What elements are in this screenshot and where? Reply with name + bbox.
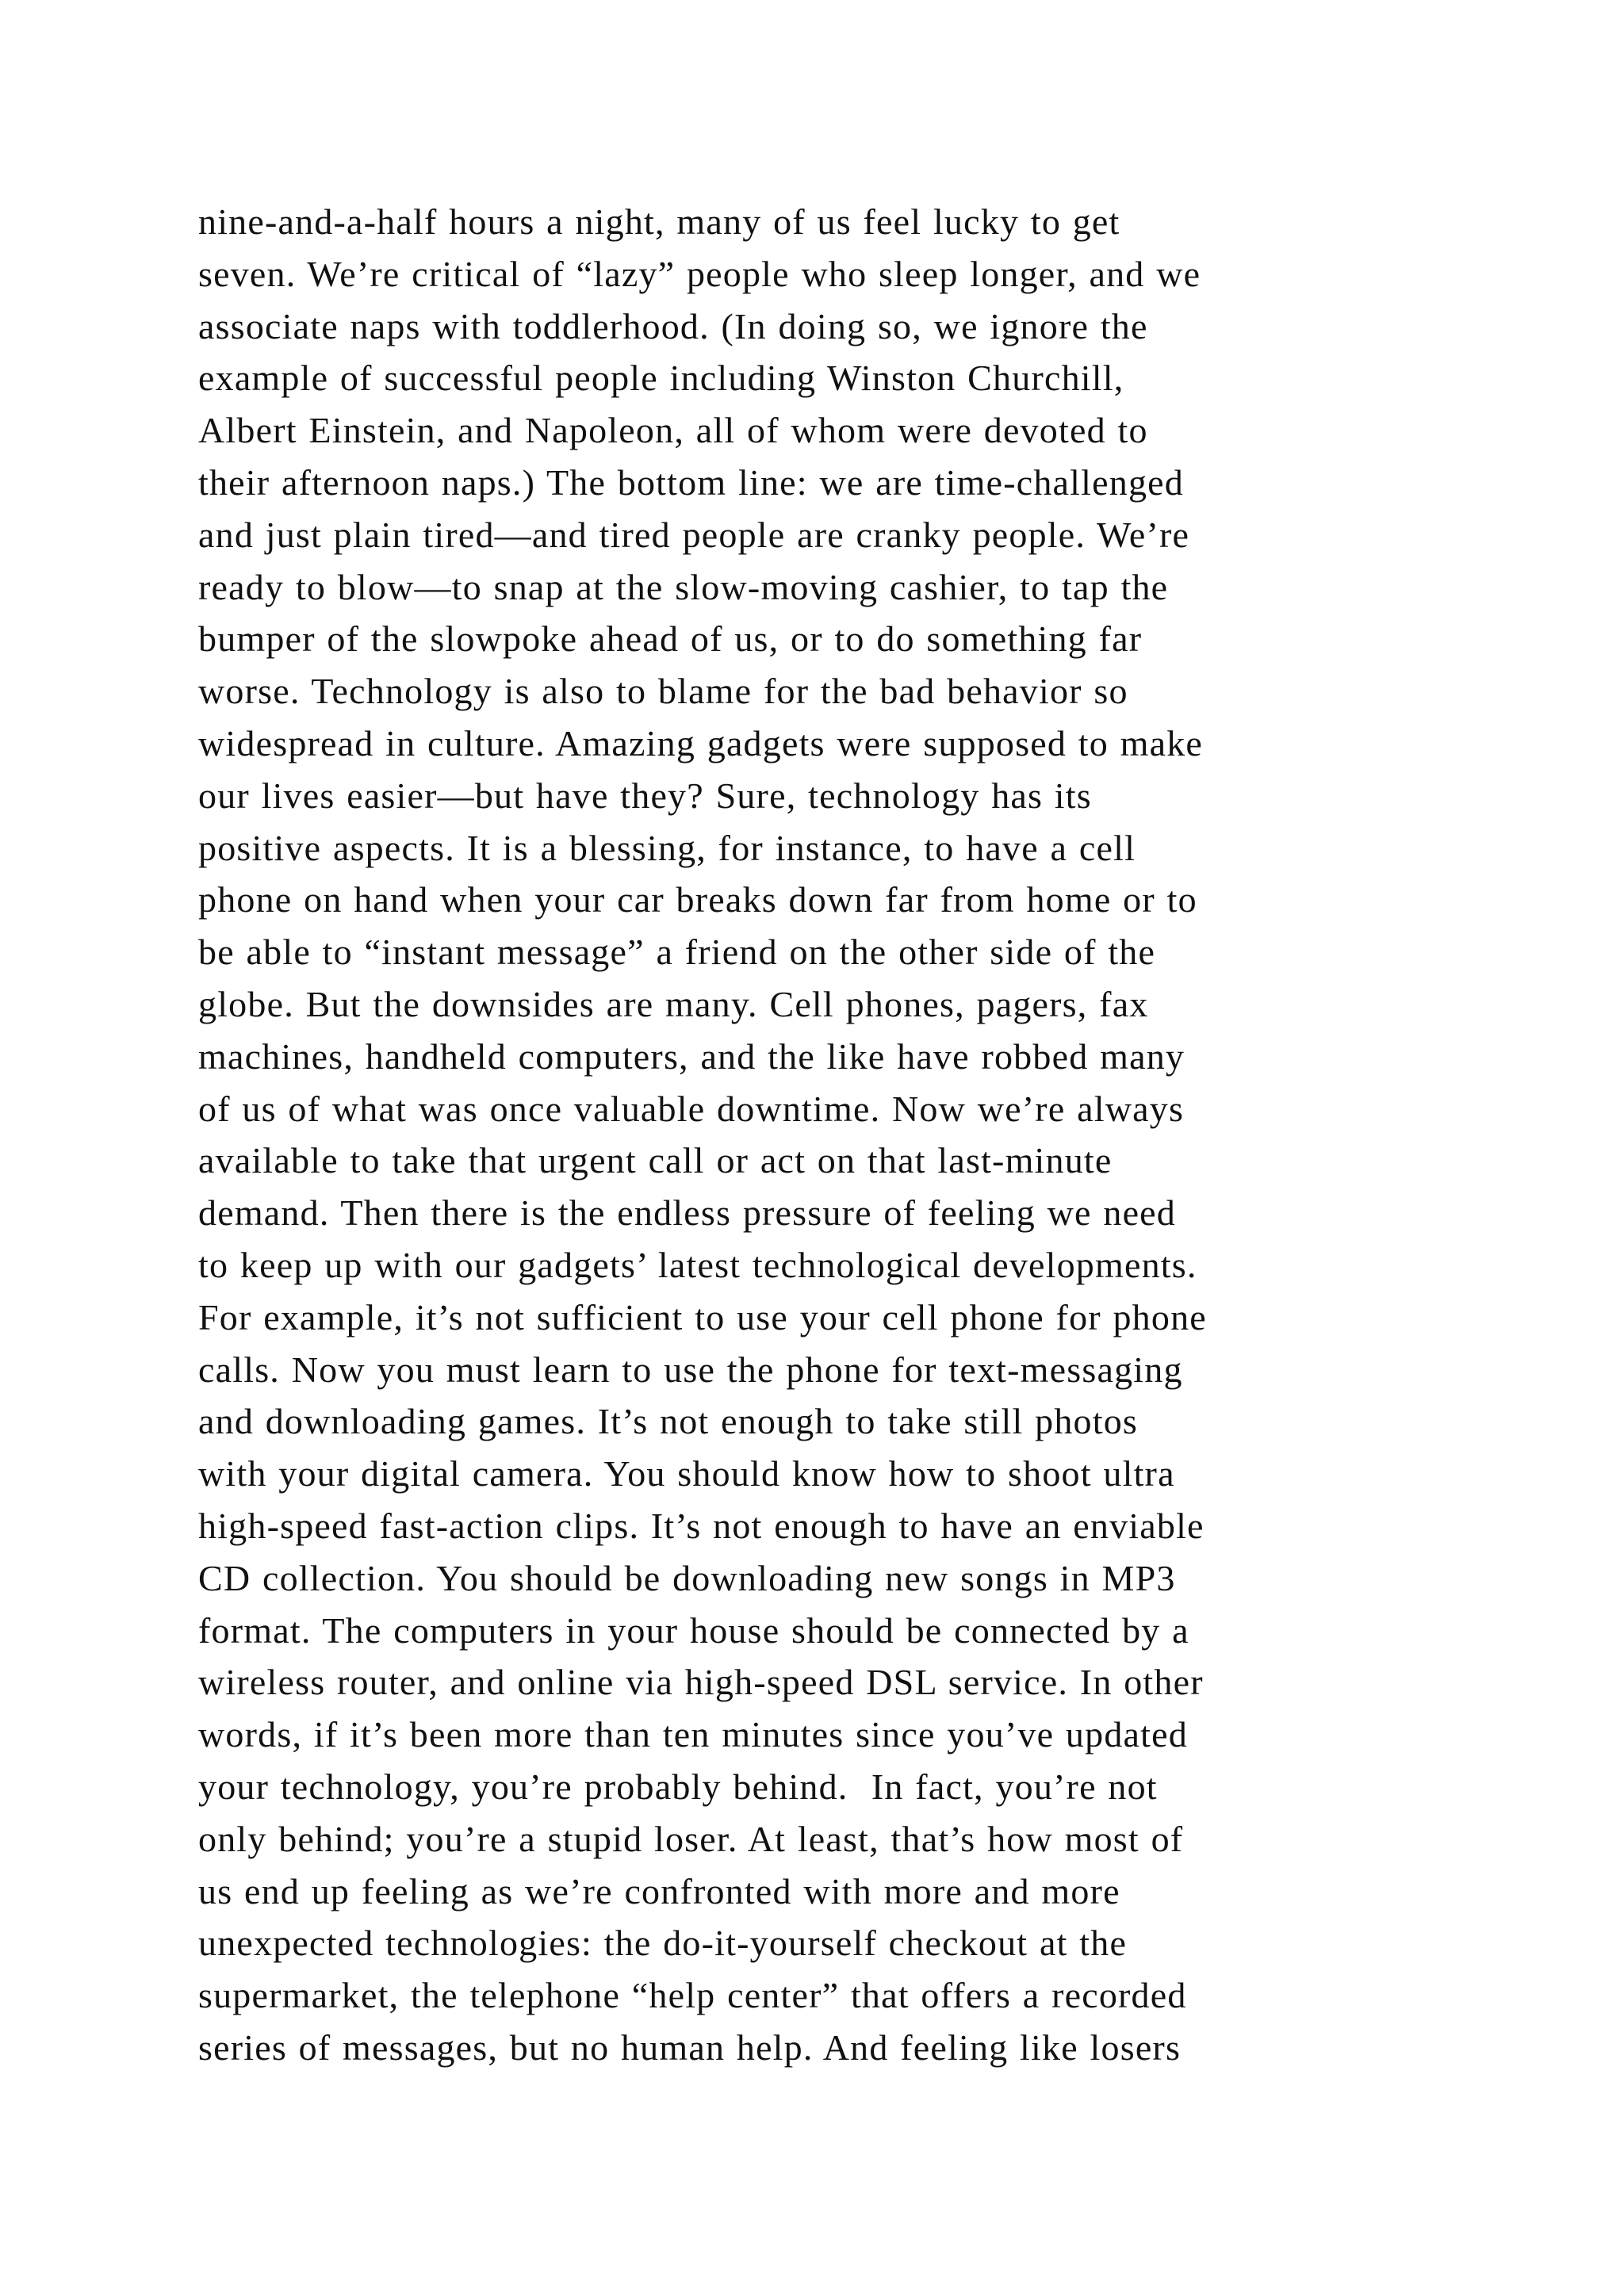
text-line: positive aspects. It is a blessing, for instance, to have a cell bbox=[198, 827, 1136, 868]
text-line: available to take that urgent call or act on that last-minute bbox=[198, 1140, 1113, 1181]
text-line: associate naps with toddlerhood. (In doing so, we ignore the bbox=[198, 305, 1148, 346]
text-line: machines, handheld computers, and the like have robbed many bbox=[198, 1035, 1185, 1077]
text-line: For example, it’s not sufficient to use your cell phone for phone bbox=[198, 1296, 1207, 1337]
text-line: ready to blow—to snap at the slow-moving cashier, to tap the bbox=[198, 566, 1169, 607]
text-line: seven. We’re critical of “lazy” people who sleep longer, and we bbox=[198, 253, 1201, 294]
text-line: be able to “instant message” a friend on the other side of the bbox=[198, 932, 1156, 973]
text-line: nine-and-a-half hours a night, many of us feel lucky to get bbox=[198, 201, 1120, 242]
text-line: calls. Now you must learn to use the phone for text-messaging bbox=[198, 1349, 1183, 1390]
text-line: widespread in culture. Amazing gadgets were supposed to make bbox=[198, 722, 1204, 763]
text-line: to keep up with our gadgets’ latest technological developments. bbox=[198, 1244, 1197, 1285]
text-line: words, if it’s been more than ten minutes since you’ve updated bbox=[198, 1714, 1188, 1755]
text-line: Albert Einstein, and Napoleon, all of whom were devoted to bbox=[198, 410, 1148, 451]
text-line: your technology, you’re probably behind. In fact, you’re not bbox=[198, 1766, 1158, 1807]
text-line: unexpected technologies: the do-it-yourself checkout at the bbox=[198, 1923, 1128, 1964]
text-line: supermarket, the telephone “help center” that offers a recorded bbox=[198, 1975, 1187, 2016]
text-line: with your digital camera. You should know how to shoot ultra bbox=[198, 1453, 1175, 1494]
text-line: wireless router, and online via high-speed DSL service. In other bbox=[198, 1662, 1204, 1703]
text-line: our lives easier—but have they? Sure, technology has its bbox=[198, 775, 1092, 816]
text-line: of us of what was once valuable downtime. Now we’re always bbox=[198, 1088, 1185, 1129]
text-line: high-speed fast-action clips. It’s not enough to have an enviable bbox=[198, 1505, 1205, 1546]
text-line: only behind; you’re a stupid loser. At least, that’s how most of bbox=[198, 1818, 1184, 1859]
text-line: series of messages, but no human help. And feeling like losers bbox=[198, 2026, 1182, 2068]
text-line: demand. Then there is the endless pressure of feeling we need bbox=[198, 1192, 1177, 1234]
text-line: us end up feeling as we’re confronted with more and more bbox=[198, 1870, 1120, 1911]
text-line: worse. Technology is also to blame for the bad behavior so bbox=[198, 671, 1128, 712]
text-line: globe. But the downsides are many. Cell phones, pagers, fax bbox=[198, 983, 1149, 1024]
text-line: bumper of the slowpoke ahead of us, or to do something far bbox=[198, 618, 1143, 660]
text-line: CD collection. You should be downloading new songs in MP3 bbox=[198, 1557, 1176, 1598]
text-line: format. The computers in your house should be connected by a bbox=[198, 1609, 1189, 1651]
text-line: and just plain tired—and tired people are cranky people. We’re bbox=[198, 514, 1190, 555]
text-line: example of successful people including Winston Churchill, bbox=[198, 358, 1124, 399]
text-line: phone on hand when your car breaks down far from home or to bbox=[198, 879, 1197, 920]
text-line: their afternoon naps.) The bottom line: we are time-challenged bbox=[198, 461, 1184, 503]
body-text bbox=[198, 196, 1507, 2074]
text-line: and downloading games. It’s not enough to take still photos bbox=[198, 1401, 1139, 1442]
